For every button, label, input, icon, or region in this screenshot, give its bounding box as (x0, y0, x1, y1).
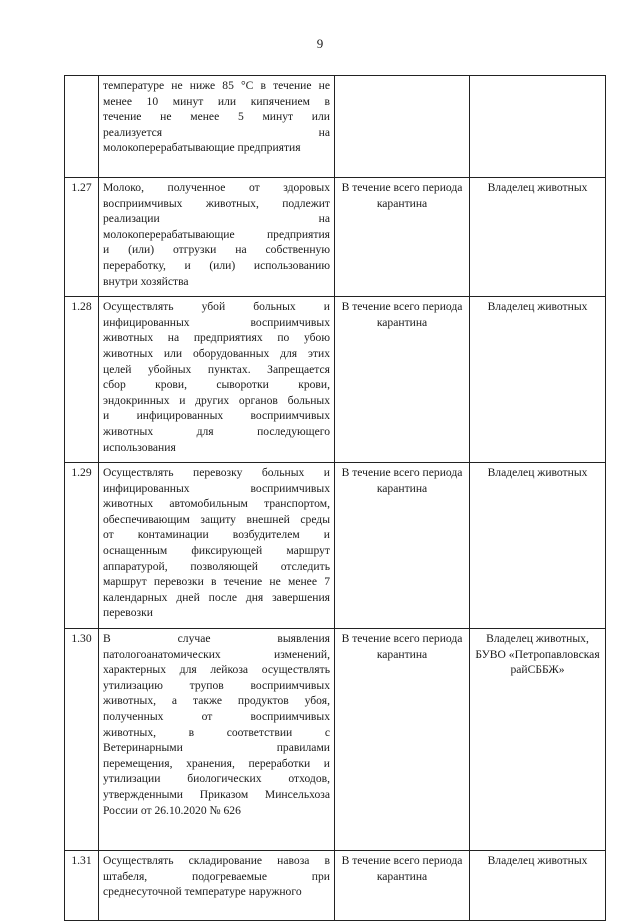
description-line: России от 26.10.2020 № 626 (103, 803, 241, 817)
responsible-party (470, 76, 606, 178)
description-line: характерных для лейкоза осуществлять (103, 663, 330, 677)
item-number: 1.31 (65, 851, 99, 921)
description-line: сбор крови, сыворотки крови, (103, 378, 330, 392)
responsible-party: Владелец животных, БУВО «Петропавловская райСББЖ» (470, 629, 606, 851)
description-line: Осуществлять убой больных и (103, 300, 330, 314)
measures-table (64, 75, 606, 921)
description-line: оснащенным фиксирующей маршрут (103, 544, 330, 558)
description-line: аппаратурой, позволяющей отследить (103, 559, 330, 573)
item-number: 1.29 (65, 463, 99, 629)
measure-description (99, 76, 335, 178)
measure-description (99, 629, 335, 851)
description-line: Осуществлять складирование навоза в (103, 854, 330, 868)
item-number: 1.30 (65, 629, 99, 851)
measure-term: В течение всего периода карантина (335, 851, 470, 921)
description-line: календарных дней после дня завершения (103, 590, 330, 604)
description-line: реализации на (103, 212, 330, 226)
description-line: переработку, и (или) использованию (103, 258, 330, 272)
description-line: животных на предприятиях по убою (103, 331, 330, 345)
description-line: температуре не ниже 85 °С в течение не (103, 79, 330, 92)
measure-term: В течение всего периода карантина (335, 178, 470, 297)
description-line: Осуществлять перевозку больных и (103, 466, 330, 480)
description-line: использования (103, 440, 176, 454)
table-row (65, 851, 606, 921)
responsible-party: Владелец животных (470, 851, 606, 921)
measure-description (99, 851, 335, 921)
measure-term (335, 76, 470, 178)
measure-description (99, 178, 335, 297)
responsible-party: Владелец животных (470, 178, 606, 297)
description-line: от контаминации возбудителем и (103, 528, 330, 542)
description-line: животных или оборудованных для этих (103, 346, 330, 360)
description-line: молокоперерабатывающие предприятия (103, 141, 301, 155)
measure-term: В течение всего периода карантина (335, 629, 470, 851)
description-line: полученных от восприимчивых (103, 710, 330, 723)
description-line: животных, в соответствии с (103, 725, 330, 739)
description-line: молокоперерабатывающие предприятия (103, 227, 330, 241)
description-line: утилизацию трупов восприимчивых (103, 678, 330, 692)
description-line: Молоко, полученное от здоровых (103, 181, 330, 194)
description-line: среднесуточной температуре наружного (103, 885, 302, 899)
responsible-party: Владелец животных (470, 463, 606, 629)
description-line: менее 10 минут или кипячением в (103, 94, 330, 108)
description-line: штабеля, подогреваемые при (103, 869, 330, 883)
description-line: и (или) отгрузки на собственную (103, 243, 330, 257)
description-line: животных, а также продуктов убоя, (103, 694, 330, 708)
description-line: перемещения, хранения, переработки и (103, 756, 330, 770)
description-line: течение не менее 5 минут или (103, 110, 330, 124)
description-line: целей убойных пунктах. Запрещается (103, 362, 330, 376)
table-row (65, 463, 606, 629)
description-line: В случае выявления (103, 632, 330, 646)
table-row (65, 76, 606, 178)
description-line: инфицированных восприимчивых (103, 481, 330, 495)
description-line: маршрут перевозки в течение не менее 7 (103, 575, 330, 589)
measure-term: В течение всего периода карантина (335, 463, 470, 629)
description-line: Ветеринарными правилами (103, 741, 330, 755)
table-row (65, 178, 606, 297)
description-line: перевозки (103, 606, 153, 620)
description-line: утилизации биологических отходов, (103, 772, 330, 786)
description-line: внутри хозяйства (103, 274, 189, 288)
description-line: эндокринных и других органов больных (103, 393, 330, 407)
item-number: 1.28 (65, 297, 99, 463)
measure-term: В течение всего периода карантина (335, 297, 470, 463)
description-line: утвержденными Приказом Минсельхоза (103, 787, 330, 801)
measure-description (99, 297, 335, 463)
description-line: животных для последующего (103, 424, 330, 438)
table-row (65, 629, 606, 851)
description-line: и инфицированных восприимчивых (103, 409, 330, 423)
description-line: обеспечивающим защиту внешней среды (103, 512, 330, 526)
page-number: 9 (316, 36, 324, 51)
description-line: инфицированных восприимчивых (103, 315, 330, 329)
responsible-party: Владелец животных (470, 297, 606, 463)
table-row (65, 297, 606, 463)
item-number (65, 76, 99, 178)
description-line: патологоанатомических изменений, (103, 647, 330, 661)
description-line: реализуется на (103, 125, 330, 139)
description-line: восприимчивых животных, подлежит (103, 196, 330, 210)
description-line: животных автомобильным транспортом, (103, 497, 330, 511)
measure-description (99, 463, 335, 629)
item-number: 1.27 (65, 178, 99, 297)
